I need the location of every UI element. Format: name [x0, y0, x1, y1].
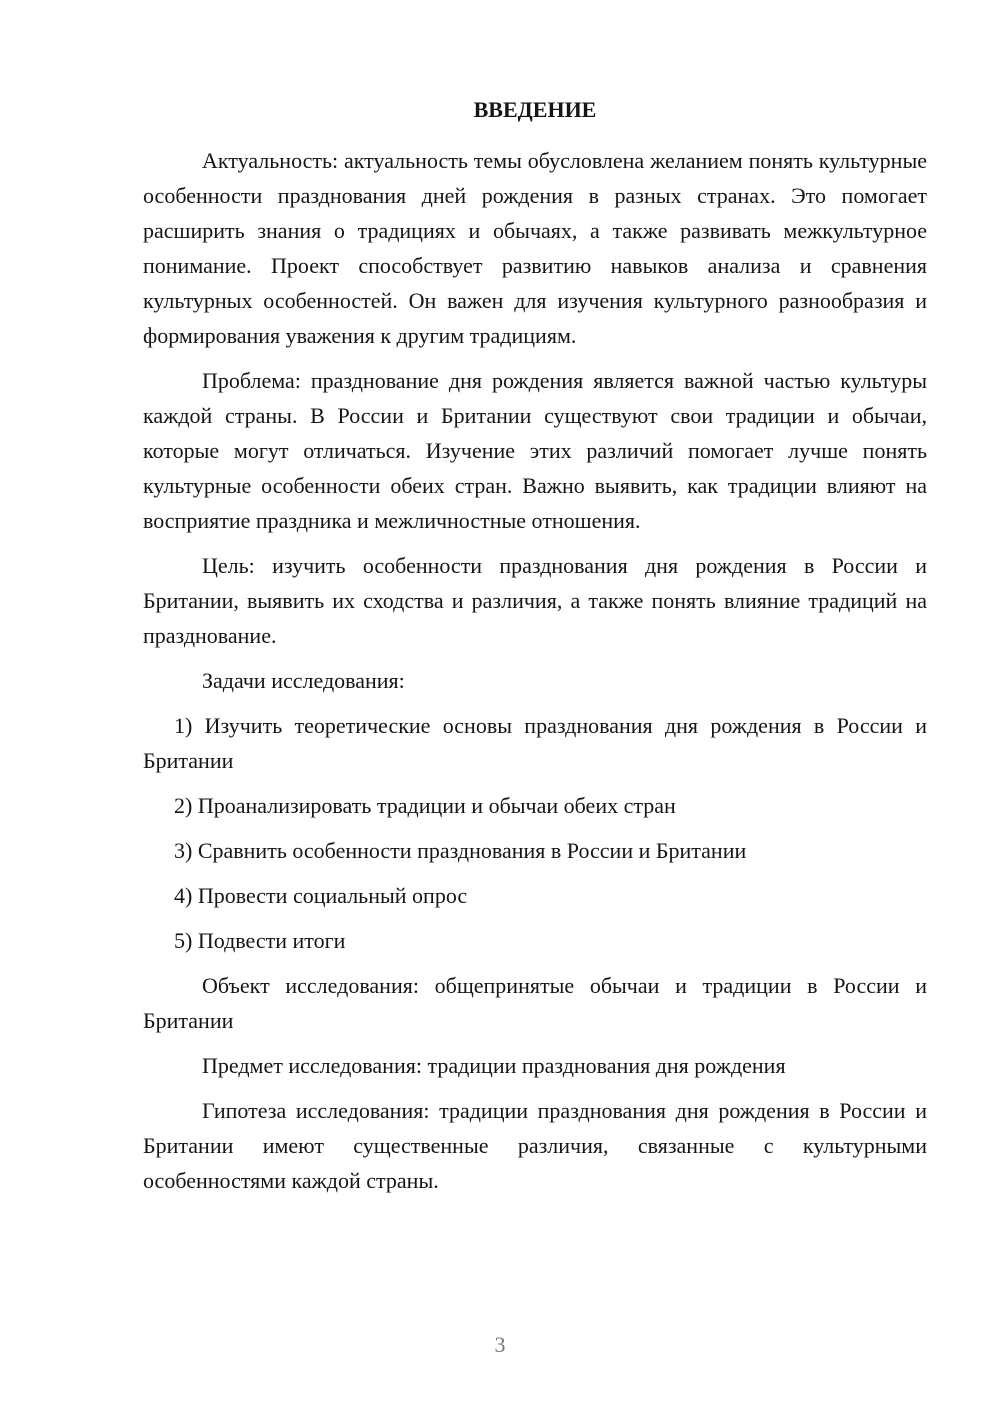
document-body: [143, 95, 927, 1198]
page-number: 3: [494, 1332, 506, 1357]
problem-paragraph: Проблема: празднование дня рождения является важной частью культуры каждой страны. В России и Британии существуют свои традиции и обычаи, которые могут отличаться. Изучение этих различий помогает лучше понять культурные особенности обеих стран. Важно выявить, как традиции влияют на восприятие праздника и межличностные отношения.: [143, 368, 927, 533]
tasks-heading: Задачи исследования:: [202, 668, 405, 693]
page-title: ВВЕДЕНИЕ: [473, 97, 597, 122]
list-item: 5) Подвести итоги: [174, 928, 346, 953]
object-paragraph: Объект исследования: общепринятые обычаи и традиции в России и Британии: [143, 973, 927, 1033]
tasks-list: [143, 708, 927, 958]
goal-paragraph: Цель: изучить особенности празднования дня рождения в России и Британии, выявить их сходства и различия, а также понять влияние традиций на празднование.: [143, 553, 927, 648]
list-item: 1) Изучить теоретические основы празднования дня рождения в России и Британии: [143, 713, 927, 773]
subject-paragraph: Предмет исследования: традиции празднования дня рождения: [202, 1053, 786, 1078]
list-item: 2) Проанализировать традиции и обычаи обеих стран: [174, 793, 676, 818]
list-item: 4) Провести социальный опрос: [174, 883, 468, 908]
relevance-paragraph: Актуальность: актуальность темы обусловлена желанием понять культурные особенности празднования дней рождения в разных странах. Это помогает расширить знания о традициях и обычаях, а также развивать межкультурное понимание. Проект способствует развитию навыков анализа и сравнения культурных особенностей. Он важен для изучения культурного разнообразия и формирования уважения к другим традициям.: [143, 148, 927, 348]
list-item: 3) Сравнить особенности празднования в России и Британии: [174, 838, 747, 863]
hypothesis-paragraph: Гипотеза исследования: традиции празднования дня рождения в России и Британии имеют существенные различия, связанные с культурными особенностями каждой страны.: [143, 1098, 927, 1193]
